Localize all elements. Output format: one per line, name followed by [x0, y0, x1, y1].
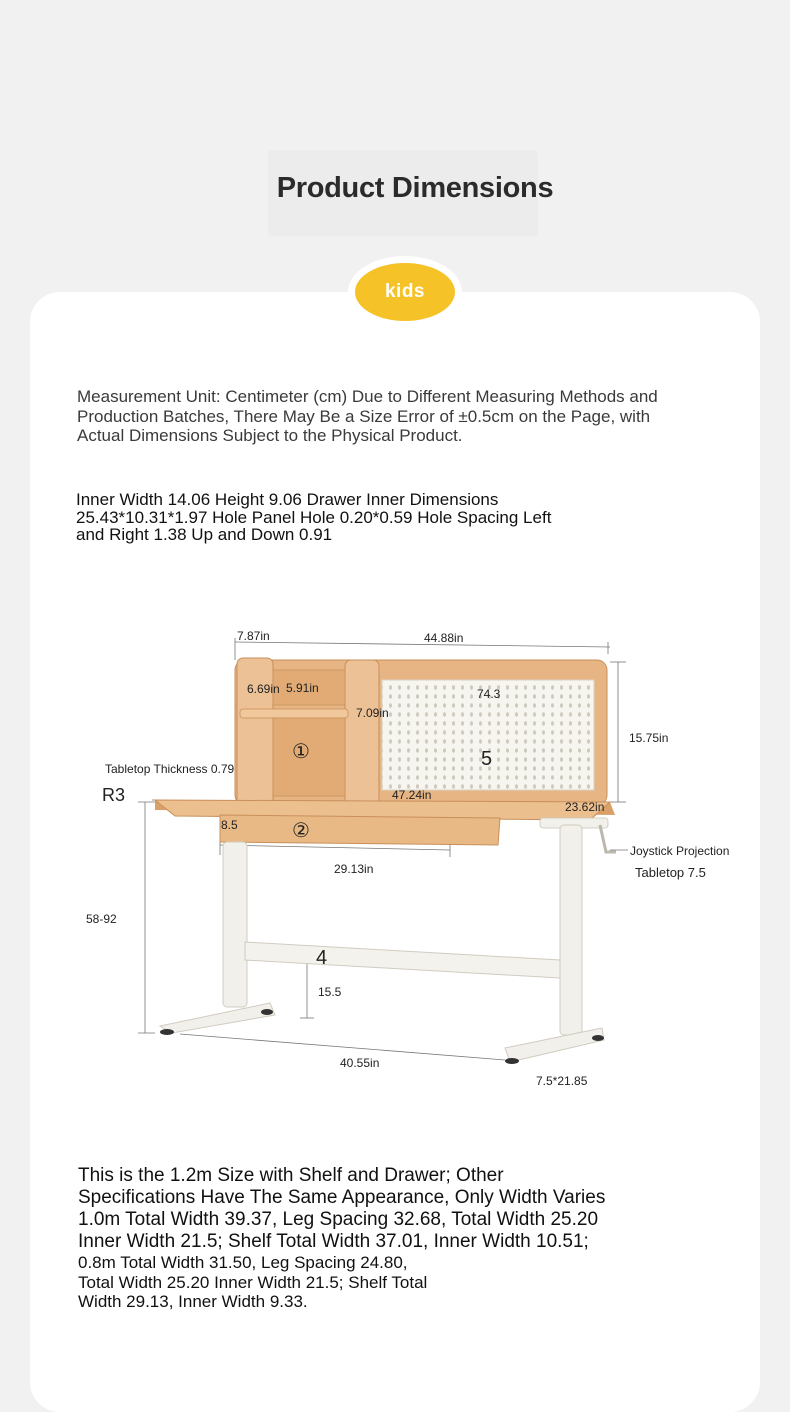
- measurement-note: Measurement Unit: Centimeter (cm) Due to Different Measuring Methods and Production Batches, There May Be a Size Error of ±0.5cm on the Page, with Actual Dimensions Subject to the Physical Product.: [77, 387, 658, 445]
- label-shelf-depth: 7.09in: [356, 706, 389, 720]
- label-foot-size: 7.5*21.85: [536, 1074, 588, 1088]
- spec-line: Inner Width 21.5; Shelf Total Width 37.01, Inner Width 10.51;: [78, 1231, 589, 1252]
- label-drawer-height: 8.5: [221, 818, 238, 832]
- spec-line: This is the 1.2m Size with Shelf and Drawer; Other: [78, 1165, 504, 1186]
- label-joystick: Joystick Projection: [630, 844, 730, 858]
- label-drawer-width: 29.13in: [334, 862, 374, 876]
- specifications-text: [78, 1165, 658, 1312]
- marker-2: ②: [292, 820, 310, 842]
- kids-badge: kids: [355, 263, 455, 321]
- spec-line: Specifications Have The Same Appearance, Only Width Varies: [78, 1187, 606, 1208]
- spec-line: Width 29.13, Inner Width 9.33.: [78, 1292, 308, 1311]
- desk-dimension-diagram: [80, 620, 760, 1100]
- spec-line: Total Width 25.20 Inner Width 21.5; Shelf Total: [78, 1272, 428, 1292]
- label-crossbar-height: 15.5: [318, 985, 342, 999]
- label-height-range: 58-92: [86, 912, 117, 926]
- inner-dimensions-text: Inner Width 14.06 Height 9.06 Drawer Inner Dimensions 25.43*10.31*1.97 Hole Panel Hole 0.20*0.59 Hole Spacing Left and Right 1.38 Up and Down 0.91: [76, 490, 552, 544]
- label-total-width: 44.88in: [424, 631, 464, 645]
- label-tabletop-depth: 23.62in: [565, 800, 605, 814]
- label-shelf-inner-height: 6.69in: [247, 682, 280, 696]
- spec-line: 1.0m Total Width 39.37, Leg Spacing 32.68, Total Width 25.20: [78, 1209, 599, 1230]
- label-tabletop-extra: Tabletop 7.5: [635, 865, 706, 880]
- label-shelf-inner-width: 5.91in: [286, 681, 319, 695]
- label-tabletop-width: 47.24in: [392, 788, 432, 802]
- label-leg-spacing: 40.55in: [340, 1056, 380, 1070]
- label-shelf-height: 15.75in: [629, 731, 669, 745]
- label-shelf-width: 7.87in: [237, 629, 270, 643]
- marker-4: 4: [316, 947, 328, 969]
- label-tabletop-thickness: Tabletop Thickness 0.79: [105, 762, 235, 776]
- marker-1: ①: [292, 741, 310, 763]
- label-pegboard-width: 74.3: [477, 687, 501, 701]
- marker-5: 5: [481, 748, 493, 770]
- spec-line: 0.8m Total Width 31.50, Leg Spacing 24.80,: [78, 1253, 408, 1272]
- label-corner-radius: R3: [102, 785, 126, 805]
- page-title: Product Dimensions: [276, 172, 554, 204]
